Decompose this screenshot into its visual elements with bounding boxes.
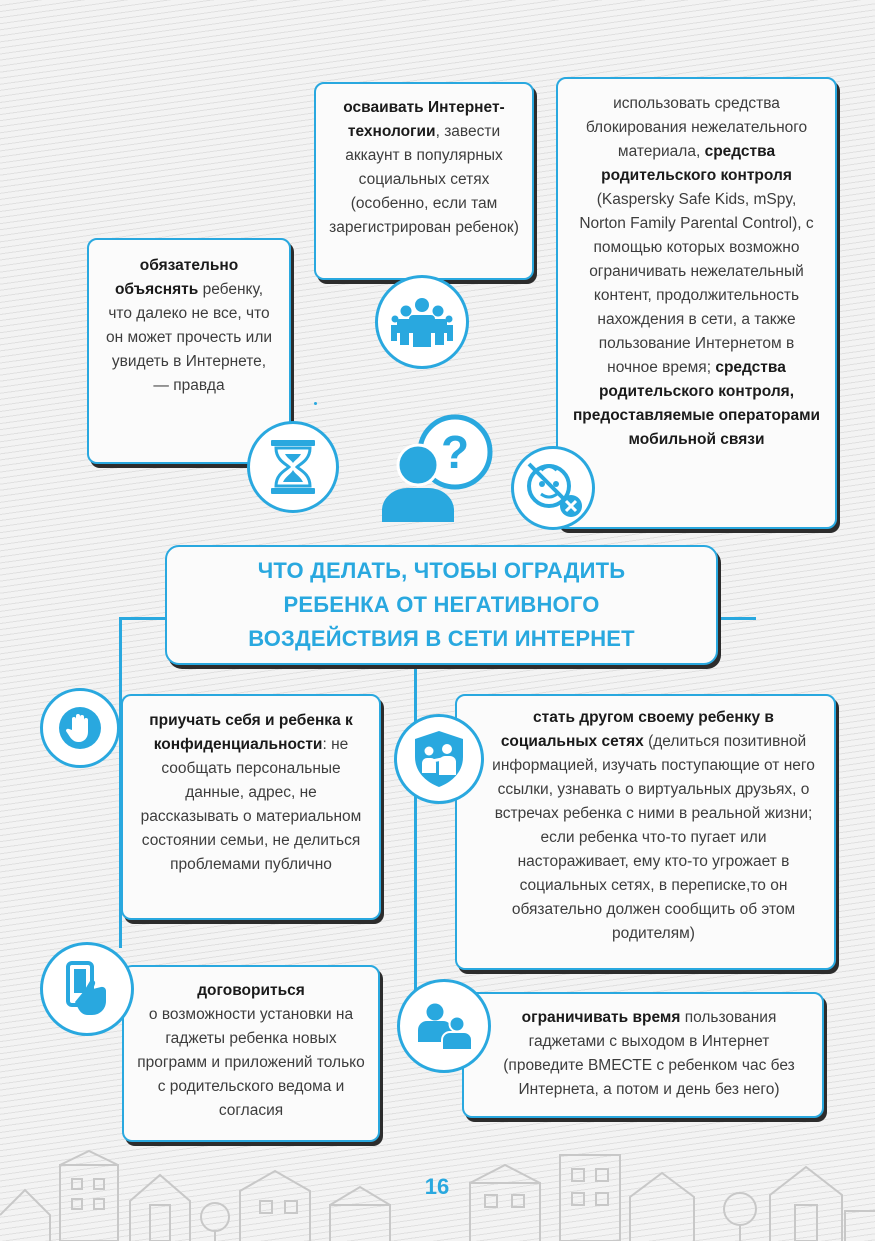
agreement-bold: договориться — [197, 982, 305, 999]
master-tech-bold: осваивать Интернет-технологии — [343, 99, 505, 140]
master-tech-box — [314, 82, 534, 280]
privacy-bold: приучать себя и ребенка к конфиденциальности — [149, 712, 353, 753]
connector-right-horizontal — [716, 617, 756, 620]
explain-bold: обязательно объяснять — [114, 257, 239, 298]
agreement-box — [122, 965, 380, 1142]
explain-text: ребенку, что далеко не все, что он может прочесть или увидеть в Интернете, — правда — [105, 281, 273, 394]
main-title-line-1: ЧТО ДЕЛАТЬ, ЧТОБЫ ОГРАДИТЬ — [257, 558, 626, 583]
explain-box — [87, 238, 291, 464]
social-friend-bold: стать другом своему ребенку в социальных сетях — [500, 709, 774, 750]
page-number: 16 — [424, 1174, 450, 1199]
limit-time-text: пользования гаджетами с выходом в Интернет (проведите ВМЕСТЕ с ребенком час без Интернета, а потом и день без него) — [503, 1009, 795, 1098]
blocking-text-1: использовать средства блокирования нежелательного материала, — [585, 95, 808, 160]
main-title-line-2: РЕБЕНКА ОТ НЕГАТИВНОГО — [283, 592, 600, 617]
decorative-dot — [314, 402, 317, 405]
connector-center-vertical — [414, 664, 417, 994]
hand-stop-icon — [40, 688, 120, 768]
question-person-icon — [378, 410, 498, 525]
connector-left-horizontal — [119, 617, 167, 620]
limit-time-bold: ограничивать время — [521, 1009, 681, 1026]
blocked-child-icon — [511, 446, 595, 530]
limit-time-box — [462, 992, 824, 1118]
main-title-line-3: ВОЗДЕЙСТВИЯ В СЕТИ ИНТЕРНЕТ — [248, 626, 635, 651]
hourglass-icon — [247, 421, 339, 513]
privacy-text: : не сообщать персональные данные, адрес, не рассказывать о материальном состоянии семьи, не делиться проблемами публично — [140, 736, 362, 873]
blocking-bold-2: средства родительского контроля, предоставляемые операторами мобильной связи — [572, 359, 821, 448]
blocking-text-2: (Kaspersky Safe Kids, mSpy, Norton Family Parental Control), с помощью которых возможно ограничивать нежелательный контент, продолжительность нахождения в сети, а также пользование Интернетом в ночное время; — [579, 191, 814, 376]
family-shield-icon — [394, 714, 484, 804]
svg-text:?: ? — [440, 426, 470, 478]
social-friend-text: (делиться позитивной информацией, изучать поступающие от него ссылки, узнавать о виртуальных друзьях, о встречах ребенка с ними в реальной жизни; если ребенка что-то пугает или настораживает, ему кто-то угрожает в социальных сетях, в переписке,то он обязательно должен сообщить об этом родителям) — [492, 733, 815, 942]
master-tech-text: , завести аккаунт в популярных социальных сетях (особенно, если там зарегистрирован ребенок) — [329, 123, 519, 236]
blocking-bold-1: средства родительского контроля — [601, 143, 792, 184]
social-friend-box — [455, 694, 836, 970]
phone-hand-icon — [40, 942, 134, 1036]
agreement-text: о возможности установки на гаджеты ребенка новых программ и приложений только с родительского ведома и согласия — [137, 1006, 365, 1119]
two-people-icon — [397, 979, 491, 1073]
group-icon — [375, 275, 469, 369]
blocking-tools-box — [556, 77, 837, 529]
main-title-box — [165, 545, 718, 665]
privacy-box — [121, 694, 381, 920]
